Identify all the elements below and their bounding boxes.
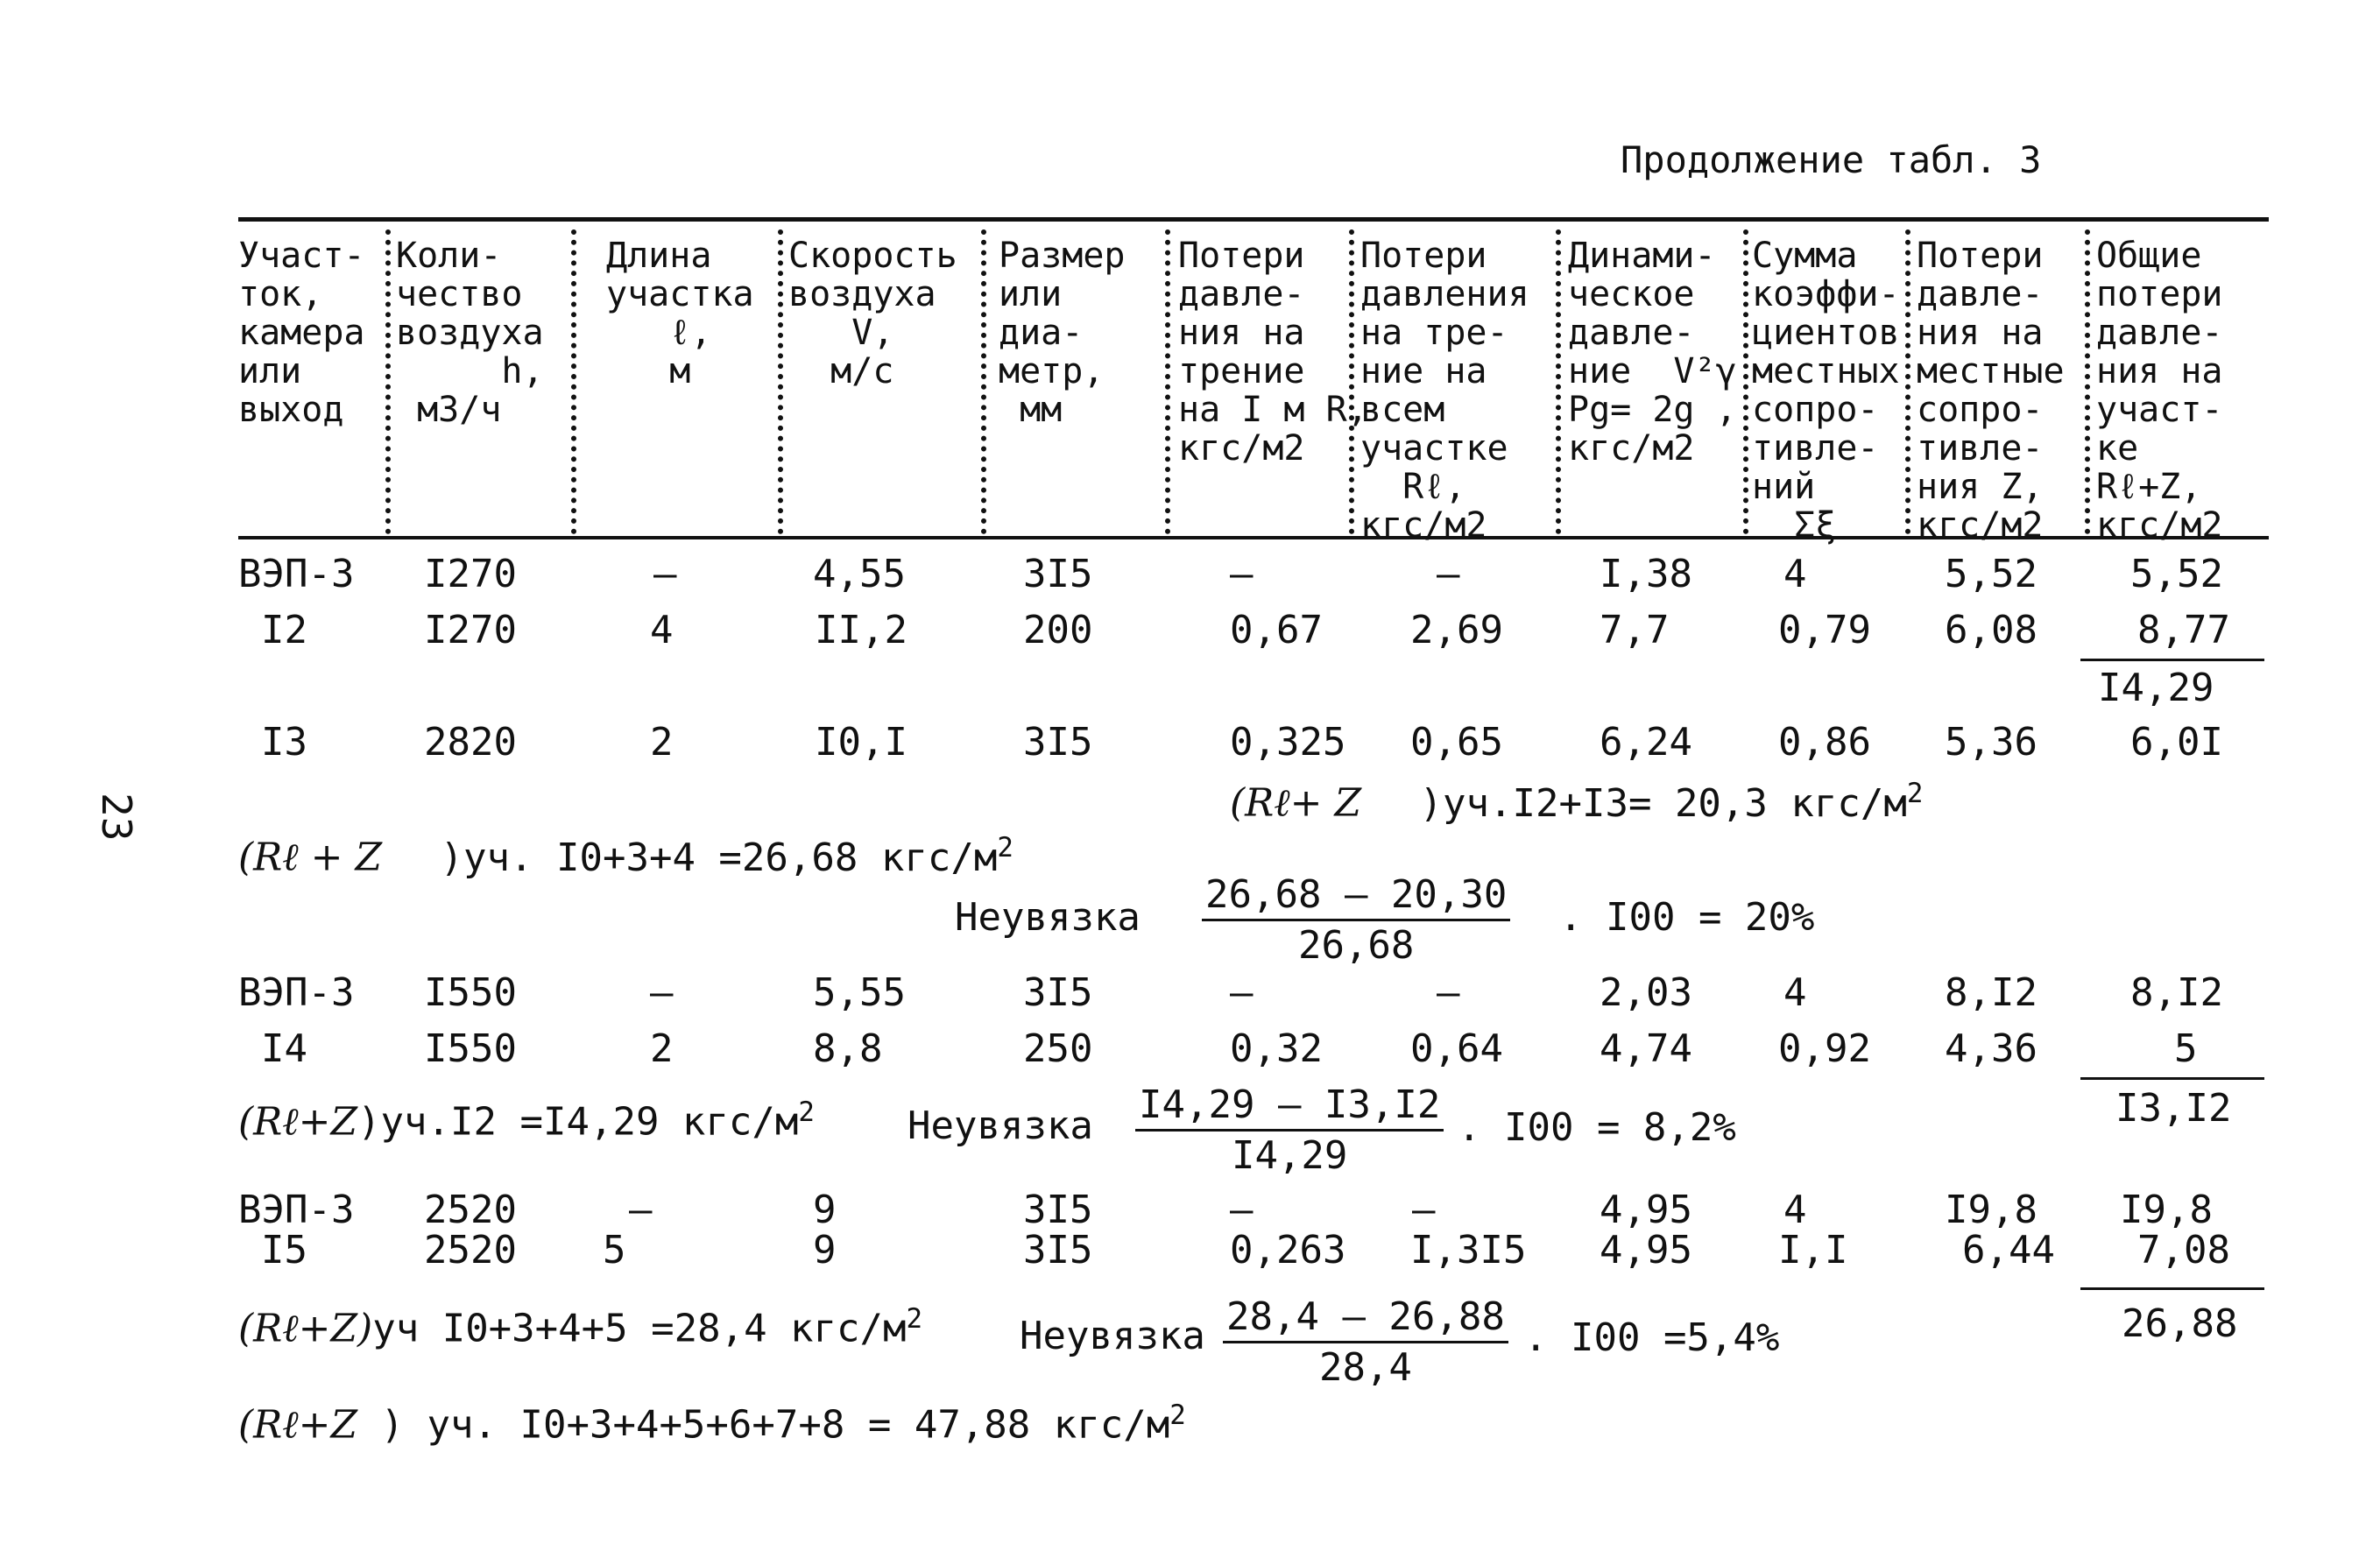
cell-dynamic-pressure: 6,24 <box>1600 720 1692 765</box>
check-sum-line: (Rℓ+Z)уч I0+3+4+5 =28,4 кгс/$м^2$ <box>238 1303 923 1351</box>
cell-coefficient-sum: 4 <box>1783 552 1807 596</box>
column-separator <box>1165 229 1170 534</box>
cell-length: 5 <box>603 1228 626 1273</box>
column-separator <box>1743 229 1748 534</box>
cell-dynamic-pressure: 4,74 <box>1600 1026 1692 1071</box>
discrepancy-fraction: $\frac{26,68 - 20,30}{26,68}$ <box>1202 872 1510 968</box>
discrepancy-result: . I00 = 8,2% <box>1458 1105 1736 1150</box>
header-friction-per-meter: Потери давле- ния на трение на I м R, кгс/м2 <box>1178 236 1368 469</box>
cell-friction-per-meter: 0,263 <box>1230 1228 1346 1273</box>
column-separator <box>2085 229 2090 534</box>
cell-section: I4 <box>261 1026 307 1071</box>
cell-dynamic-pressure: 2,03 <box>1600 970 1692 1015</box>
cell-air-quantity: 2520 <box>424 1188 517 1232</box>
sum-rule <box>2080 1287 2264 1290</box>
cell-diameter: 3I5 <box>1023 1188 1093 1232</box>
cell-dynamic-pressure: I,38 <box>1600 552 1692 596</box>
discrepancy-result: . I00 =5,4% <box>1524 1315 1780 1360</box>
cell-air-quantity: I270 <box>424 608 517 652</box>
cell-diameter: 200 <box>1023 608 1093 652</box>
handwritten-formula: (Rℓ+Z <box>238 1402 358 1448</box>
cell-air-quantity: I270 <box>424 552 517 596</box>
group-sum-line: (Rℓ+ Z )уч.I2+I3= 20,3 кгс/$м^2$ <box>1230 778 1924 826</box>
cell-diameter: 3I5 <box>1023 552 1093 596</box>
cell-friction-total: 0,64 <box>1410 1026 1503 1071</box>
cell-total-losses: 5 <box>2174 1026 2198 1071</box>
discrepancy-label: Неувязка <box>1020 1314 1205 1358</box>
column-separator <box>385 229 391 534</box>
discrepancy-label: Неувязка <box>955 895 1141 940</box>
cell-diameter: 3I5 <box>1023 970 1093 1015</box>
cell-coefficient-sum: 0,79 <box>1778 608 1871 652</box>
header-length: Длина участка ℓ, м <box>606 236 754 391</box>
header-friction-total: Потери давления на тре- ние на всем участке Rℓ, кгс/м2 <box>1360 236 1529 546</box>
cell-friction-per-meter: – <box>1230 552 1254 596</box>
cell-section: I5 <box>261 1228 307 1273</box>
check-sum-line: (Rℓ+Z)уч.I2 =I4,29 кгс/$м^2$ <box>238 1096 815 1145</box>
handwritten-formula: (Rℓ+Z) <box>238 1306 373 1351</box>
cell-dynamic-pressure: 4,95 <box>1600 1188 1692 1232</box>
column-separator <box>571 229 576 534</box>
cell-velocity: 9 <box>813 1188 837 1232</box>
discrepancy-label: Неувязка <box>908 1103 1093 1148</box>
check-sum-line: (Rℓ + Z )уч. I0+3+4 =26,68 кгс/$м^2$ <box>238 832 1013 880</box>
discrepancy-fraction: $\frac{I4,29 - I3,I2}{I4,29}$ <box>1135 1082 1444 1178</box>
cell-friction-per-meter: 0,325 <box>1230 720 1346 765</box>
sum-rule <box>2080 659 2264 661</box>
cell-length: – <box>629 1188 653 1232</box>
header-coefficient-sum: Сумма коэффи- циентов местных сопро- тивле- ний Σξ <box>1752 236 1900 546</box>
cell-air-quantity: I550 <box>424 1026 517 1071</box>
cell-coefficient-sum: 0,86 <box>1778 720 1871 765</box>
cell-friction-per-meter: – <box>1230 1188 1254 1232</box>
cell-section: I3 <box>261 720 307 765</box>
sum-rule <box>2080 1077 2264 1080</box>
cell-diameter: 3I5 <box>1023 1228 1093 1273</box>
column-separator <box>778 229 783 534</box>
cell-local-losses: 4,36 <box>1945 1026 2037 1071</box>
header-dynamic-pressure: Динами- ческое давле- ние V²γ Pg= 2g , кгс/м2 <box>1568 236 1737 469</box>
table-top-rule <box>238 217 2269 222</box>
cell-friction-per-meter: 0,32 <box>1230 1026 1323 1071</box>
cell-local-losses: 8,I2 <box>1945 970 2037 1015</box>
discrepancy-fraction: $\frac{28,4 - 26,88}{28,4}$ <box>1223 1294 1508 1390</box>
cell-friction-total: – <box>1437 970 1460 1015</box>
cell-dynamic-pressure: 4,95 <box>1600 1228 1692 1273</box>
cell-local-losses: 5,36 <box>1945 720 2037 765</box>
header-velocity: Скорость воздуха V, м/с <box>788 236 957 391</box>
cell-length: 2 <box>650 1026 674 1071</box>
cell-air-quantity: 2520 <box>424 1228 517 1273</box>
cell-local-losses: 6,44 <box>1962 1228 2055 1273</box>
cell-velocity: 8,8 <box>813 1026 883 1071</box>
subtotal-value: I3,I2 <box>2115 1086 2232 1131</box>
cell-length: 2 <box>650 720 674 765</box>
header-local-losses: Потери давле- ния на местные сопро- тивле- ния Z, кгс/м2 <box>1917 236 2065 546</box>
cell-velocity: 9 <box>813 1228 837 1273</box>
discrepancy-result: . I00 = 20% <box>1559 895 1815 940</box>
cell-length: 4 <box>650 608 674 652</box>
cell-velocity: I0,I <box>815 720 908 765</box>
cell-local-losses: 5,52 <box>1945 552 2037 596</box>
handwritten-formula: (Rℓ+Z <box>238 1099 358 1145</box>
table-caption: Продолжение табл. 3 <box>1621 138 2042 181</box>
cell-length: – <box>650 970 674 1015</box>
cell-friction-per-meter: 0,67 <box>1230 608 1323 652</box>
column-separator <box>1905 229 1910 534</box>
cell-total-losses: 8,I2 <box>2130 970 2223 1015</box>
column-separator <box>981 229 986 534</box>
cell-friction-total: – <box>1437 552 1460 596</box>
subtotal-value: 26,88 <box>2122 1301 2238 1346</box>
cell-dynamic-pressure: 7,7 <box>1600 608 1670 652</box>
cell-friction-total: I,3I5 <box>1410 1228 1527 1273</box>
cell-velocity: II,2 <box>815 608 908 652</box>
cell-local-losses: 6,08 <box>1945 608 2037 652</box>
header-total-losses: Общие потери давле- ния на участ- ке Rℓ+Z, кгс/м2 <box>2096 236 2223 546</box>
cell-velocity: 4,55 <box>813 552 906 596</box>
handwritten-formula: (Rℓ+ Z <box>1230 780 1362 826</box>
cell-total-losses: 7,08 <box>2137 1228 2230 1273</box>
cell-coefficient-sum: 4 <box>1783 1188 1807 1232</box>
cell-section: ВЭП-3 <box>238 1188 355 1232</box>
column-separator <box>1556 229 1561 534</box>
page-number: 23 <box>93 793 140 842</box>
cell-local-losses: I9,8 <box>1945 1188 2037 1232</box>
subtotal-value: I4,29 <box>2098 666 2214 710</box>
cell-total-losses: 6,0I <box>2130 720 2223 765</box>
cell-total-losses: 8,77 <box>2137 608 2230 652</box>
cell-coefficient-sum: 0,92 <box>1778 1026 1871 1071</box>
cell-section: ВЭП-3 <box>238 970 355 1015</box>
handwritten-formula: (Rℓ + Z <box>238 835 383 880</box>
cell-friction-total: – <box>1412 1188 1436 1232</box>
cell-section: I2 <box>261 608 307 652</box>
cell-total-losses: I9,8 <box>2120 1188 2213 1232</box>
cell-air-quantity: 2820 <box>424 720 517 765</box>
cell-friction-per-meter: – <box>1230 970 1254 1015</box>
cell-friction-total: 2,69 <box>1410 608 1503 652</box>
final-sum-line: (Rℓ+Z ) уч. I0+3+4+5+6+7+8 = 47,88 кгс/$м^2$ <box>238 1399 1186 1448</box>
cell-diameter: 250 <box>1023 1026 1093 1071</box>
cell-velocity: 5,55 <box>813 970 906 1015</box>
cell-coefficient-sum: 4 <box>1783 970 1807 1015</box>
cell-friction-total: 0,65 <box>1410 720 1503 765</box>
cell-coefficient-sum: I,I <box>1778 1228 1848 1273</box>
cell-diameter: 3I5 <box>1023 720 1093 765</box>
cell-total-losses: 5,52 <box>2130 552 2223 596</box>
header-section: Участ- ток, камера или выход <box>238 236 365 430</box>
header-diameter: Размер или диа- метр, мм <box>999 236 1126 430</box>
cell-length: – <box>653 552 677 596</box>
cell-air-quantity: I550 <box>424 970 517 1015</box>
cell-section: ВЭП-3 <box>238 552 355 596</box>
header-air-quantity: Коли- чество воздуха h, м3/ч <box>396 236 544 430</box>
